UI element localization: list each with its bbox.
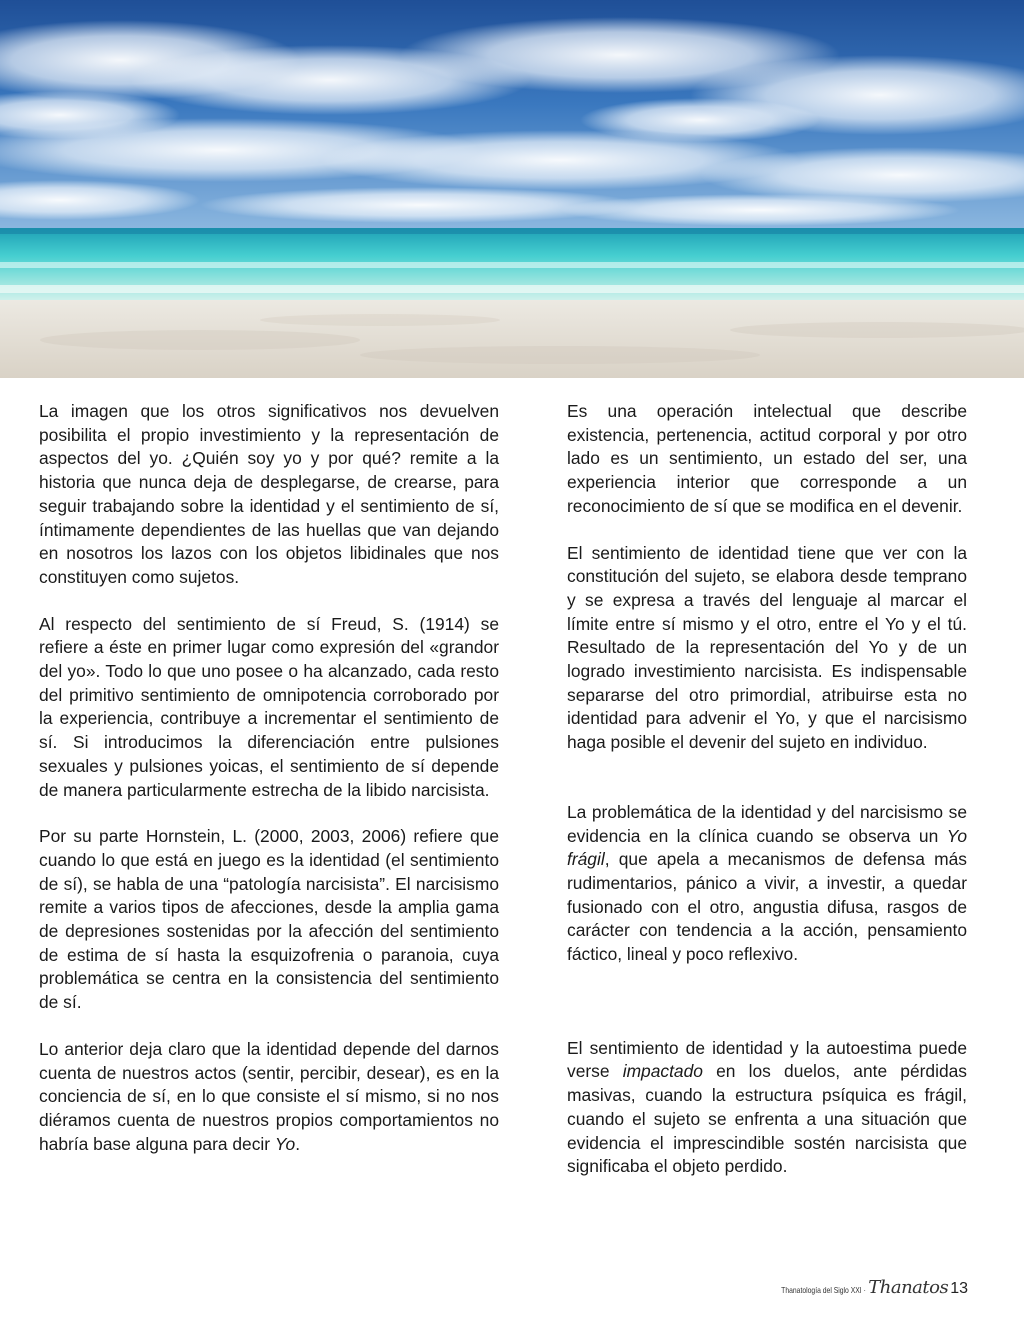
left-paragraph-4 [39, 1038, 499, 1157]
left-paragraph-1: La imagen que los otros significativos nos devuelven posibilita el propio investimiento y la representación de aspectos del yo. ¿Quién soy yo y por qué? remite a la historia que nunca deja de desplegarse, de crearse, para seguir trabajando sobre la identidad y el sentimiento de sí, íntimamente dependientes de las huellas que van dejando en nosotros los lazos con los objetos libidinales que nos constituyen como sujetos. [39, 401, 499, 587]
left-paragraph-3: Por su parte Hornstein, L. (2000, 2003, 2006) refiere que cuando lo que está en juego es la identidad (el sentimiento de sí), se habla de una “patología narcisista”. El narcisismo remite a varios tipos de afecciones, desde la amplia gama de depresiones sostenidas por la afección del sentimiento de estima de sí hasta la esquizofrenia o paranoia, cuya problemática se centra en la consistencia del sentimiento de sí. [39, 826, 499, 1013]
right-paragraph-3-end: , que apela a mecanismos de defensa más rudimentarios, pánico a vivir, a investir, a quedar fusionado con el otro, angustia difusa, rasgos de carácter con tendencia a la acción, pensamiento fáctico, lineal y poco reflexivo. [567, 849, 967, 965]
right-paragraph-4-emphasis: impactado [622, 1061, 703, 1082]
left-paragraph-4-emphasis: Yo [274, 1133, 296, 1154]
right-paragraph-3-emphasis: Yo frágil [567, 825, 967, 870]
left-paragraph-4-text: Lo anterior deja claro que la identidad depende del darnos cuenta de nuestros actos (sentir, percibir, desear), es en la conciencia de sí, en lo que consiste el sí mismo, si no nos diéramos cuenta de nuestros propios comportamientos no habría base alguna para decir [39, 1038, 499, 1154]
right-column [567, 400, 967, 1179]
left-paragraph-4-end: . [295, 1133, 301, 1154]
beach-photo-icon [0, 0, 1024, 378]
right-paragraph-3-text: La problemática de la identidad y del narcisismo se evidencia en la clínica cuando se observa un [567, 801, 967, 846]
right-paragraph-4-end: en los duelos, ante pérdidas masivas, cuando la estructura psíquica es frágil, cuando el sujeto se enfrenta a una situación que evidencia el imprescindible sostén narcisista que significaba el objeto perdido. [567, 1061, 968, 1177]
journal-name: Thanatología del Siglo XXI · [781, 1285, 867, 1295]
left-column [39, 400, 499, 1156]
right-paragraph-3 [567, 801, 967, 967]
page-footer [760, 1277, 968, 1298]
beach-photo [0, 0, 1024, 378]
page-number: 13 [950, 1280, 968, 1297]
left-paragraph-2: Al respecto del sentimiento de sí Freud, S. (1914) se refiere a éste en primer lugar como expresión del «grandor del yo». Todo lo que uno posee o ha alcanzado, cada resto del primitivo sentimiento de omnipotencia corroborado por la experiencia, contribuye a incrementar el sentimiento de sí. Si introducimos la diferenciación entre pulsiones sexuales y pulsiones yoicas, el sentimiento de sí depende de manera particularmente estrecha de la libido narcisista. [39, 613, 499, 800]
right-paragraph-1: Es una operación intelectual que describe existencia, pertenencia, actitud corporal y por otro lado es un sentimiento, un estado del ser, una experiencia interior que corresponde a un reconocimiento de sí que se modifica en el devenir. [567, 401, 967, 516]
right-paragraph-4-text: El sentimiento de identidad y la autoestima puede verse [567, 1037, 967, 1082]
right-paragraph-2: El sentimiento de identidad tiene que ver con la constitución del sujeto, se elabora desde temprano y se expresa a través del lenguaje al marcar el límite entre sí mismo y el otro, entre el Yo y el tú. Resultado de la representación del Yo y de un logrado investimiento narcisista. Es indispensable separarse del otro primordial, atribuirse esta no identidad para advenir el Yo, y que el narcisismo haga posible el devenir del sujeto en individuo. [567, 542, 967, 753]
journal-brand: Thanatos [868, 1277, 949, 1298]
right-paragraph-4 [567, 1037, 967, 1179]
